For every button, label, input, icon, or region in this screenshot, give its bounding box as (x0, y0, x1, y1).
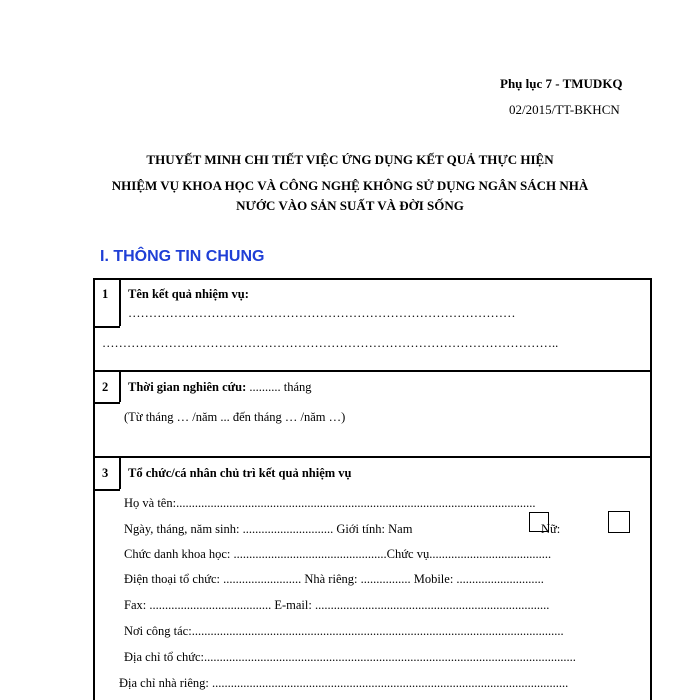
appendix-label: Phụ lục 7 - TMUDKQ (500, 76, 623, 91)
field-home-address: Địa chỉ nhà riêng: .................................................................................................................. (119, 676, 569, 690)
row2-number: 2 (102, 380, 109, 394)
checkbox-female[interactable] (608, 511, 630, 533)
field-workplace: Nơi công tác:....................................................................................................................... (124, 624, 564, 638)
row2-range: (Từ tháng … /năm ... đến tháng … /năm …) (124, 410, 346, 424)
row2-label-line (128, 380, 312, 395)
row1-label: Tên kết quả nhiệm vụ: (128, 287, 249, 301)
row2-duration: .......... tháng (246, 380, 312, 394)
circular-number: 02/2015/TT-BKHCN (509, 102, 620, 117)
row1-number: 1 (102, 287, 109, 301)
row2-label: Thời gian nghiên cứu: (128, 380, 247, 394)
row3-label: Tổ chức/cá nhân chủ trì kết quả nhiệm vụ (128, 466, 352, 480)
row1-dots-line2: ……………………………………………………………………………………………….. (102, 336, 559, 350)
label-female: Nữ: (541, 522, 561, 536)
section-heading: I. THÔNG TIN CHUNG (100, 248, 265, 265)
row3-number: 3 (102, 466, 109, 480)
field-full-name: Họ và tên:................................................................................................................... (124, 496, 536, 510)
doc-title-line1: THUYẾT MINH CHI TIẾT VIỆC ỨNG DỤNG KẾT QUẢ THỰC HIỆN (146, 152, 554, 167)
field-org-address: Địa chỉ tổ chức:....................................................................................................................... (124, 650, 576, 664)
field-phone: Điện thoại tổ chức: ......................... Nhà riêng: ................ Mobile: ............................ (124, 572, 544, 586)
doc-title-line3: NƯỚC VÀO SẢN SUẤT VÀ ĐỜI SỐNG (236, 198, 464, 213)
field-fax-email: Fax: ....................................... E-mail: ........................................................................... (124, 598, 550, 612)
field-dob-gender: Ngày, tháng, năm sinh: ............................. Giới tính: Nam (124, 522, 413, 536)
row1-dots-line1: ………………………………………………………………………………… (128, 306, 516, 320)
doc-title-line2: NHIỆM VỤ KHOA HỌC VÀ CÔNG NGHỆ KHÔNG SỬ DỤNG NGÂN SÁCH NHÀ (111, 178, 589, 193)
field-title-position: Chức danh khoa học: .................................................Chức vụ....................................... (124, 547, 552, 561)
